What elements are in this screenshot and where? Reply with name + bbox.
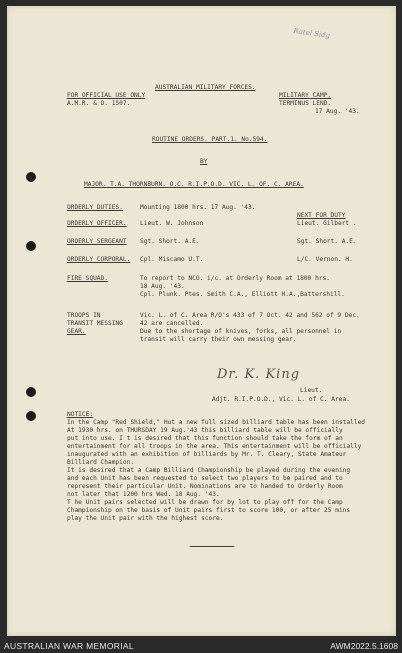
duty-label: ORDERLY DUTIES.: [67, 204, 123, 211]
notice-body: [67, 419, 365, 523]
header-right-line: MILITARY CAMP,: [279, 92, 332, 99]
transit-line: Due to the shortage of knives, forks, all personnel in: [140, 328, 342, 335]
notice-label: NOTICE:: [67, 411, 94, 418]
transit-label: GEAR.: [67, 328, 86, 335]
notice-line: In the Camp "Red Shield," Hut a new full sized billiard table has been installed: [67, 419, 366, 426]
transit-line: Vic. L. of C. Area R/O's 433 of 7 Oct. 42 and 562 of 9 Dec.: [140, 312, 360, 319]
next-for-duty-heading: NEXT FOR DUTY: [297, 212, 346, 219]
transit-line: transit will carry their own messing gear.: [140, 336, 297, 343]
notice-line: represent their particular Unit. Nominations are to handed to Orderly Room: [67, 483, 343, 490]
end-rule: [190, 546, 234, 547]
signatory-rank: Lieut.: [300, 387, 323, 394]
header-left: [67, 92, 145, 108]
handwritten-signature: Dr. K. King: [217, 367, 301, 382]
notice-line: inaugurated with an exhibition of billiards by Mr. T. Cleary, State Amateur: [67, 451, 347, 458]
notice-line: and each Unit has been requested to select two players to be paired and to: [67, 475, 343, 482]
signatory-appointment: Adjt. R.I.P.O.D., Vic. L. of C. Area.: [212, 396, 350, 403]
fire-squad-label: FIRE SQUAD.: [67, 275, 108, 282]
footer-accession: AWM2022.5.1608: [330, 641, 398, 651]
by-label: BY: [200, 158, 208, 165]
duty-label: ORDERLY CORPORAL.: [67, 256, 131, 263]
archive-footer: [0, 639, 402, 653]
issuer-line: MAJOR. T.A. THORNBURN. O.C. R.I.P.O.D. VIC. L. OF. C. AREA.: [84, 181, 304, 188]
duty-label: ORDERLY OFFICER.: [67, 220, 127, 227]
punch-hole: [26, 241, 36, 251]
duty-value: Sgt. Short. A.E.: [140, 238, 200, 245]
transit-label: TROOPS IN: [67, 312, 101, 319]
punch-hole: [26, 172, 36, 182]
duty-value: Mounting 1800 hrs. 17 Aug. '43.: [140, 204, 256, 211]
notice-line: play the Unit pair with the highest score.: [67, 515, 224, 522]
header-right: [279, 92, 331, 108]
notice-line: not later that 1200 hrs Wed. 18 Aug. '43.: [67, 491, 220, 498]
header-date: 17 Aug. '43.: [315, 108, 360, 115]
handwritten-annotation: Ratel Sidg: [292, 26, 331, 40]
punch-hole: [26, 387, 36, 397]
footer-institution: AUSTRALIAN WAR MEMORIAL: [4, 641, 134, 651]
notice-line: At 1930 hrs. on THURSDAY 19 Aug.'43 this billiard table will be officially: [67, 427, 343, 434]
document-page: [7, 6, 396, 636]
notice-line: Billiard Champion.: [67, 459, 135, 466]
transit-line: 42 are cancelled.: [140, 320, 204, 327]
notice-line: entertainment for all troops in the area. This entertainment will be officially: [67, 443, 362, 450]
punch-hole: [26, 411, 36, 421]
header-left-line: FOR OFFICIAL USE ONLY: [67, 92, 146, 99]
fire-squad-line: Cpl. Plunk. Ptes. Smith C.A., Elliott H.A.,Battershill.: [140, 291, 345, 298]
duty-next: Sgt. Short. A.E.: [297, 238, 357, 245]
notice-line: It is desired that a Camp Billiard Championship be played during the evening: [67, 467, 351, 474]
header-left-line: A.M.R. & O. 1507.: [67, 100, 131, 107]
notice-line: Championship on the basis of Unit pairs first to score 100, or after 25 mins: [67, 507, 351, 514]
header-title: AUSTRALIAN MILITARY FORCES.: [155, 84, 256, 91]
duty-label: ORDERLY SERGEANT: [67, 238, 127, 245]
duty-value: Lieut. W. Johnson: [140, 220, 204, 227]
notice-line: T he Unit pairs selected will be drawn for by lot to play off for the Camp: [67, 499, 343, 506]
orders-title: ROUTINE ORDERS. PART.1. No.594.: [152, 136, 268, 143]
fire-squad-line: 18 Aug. '43.: [140, 283, 185, 290]
duty-next: Lieut. Gilbert .: [297, 220, 357, 227]
transit-label: TRANSIT MESSING: [67, 320, 123, 327]
duty-value: Cpl. Miscamo U.T.: [140, 256, 204, 263]
header-right-line: TERMINUS LEND.: [279, 100, 332, 107]
duty-next: L/C. Vernon. H.: [297, 256, 353, 263]
notice-line: put into use. I t is desired that this function should take the form of an: [67, 435, 343, 442]
fire-squad-line: To report to NCO. i/c. at Orderly Room at 1800 hrs.: [140, 275, 330, 282]
